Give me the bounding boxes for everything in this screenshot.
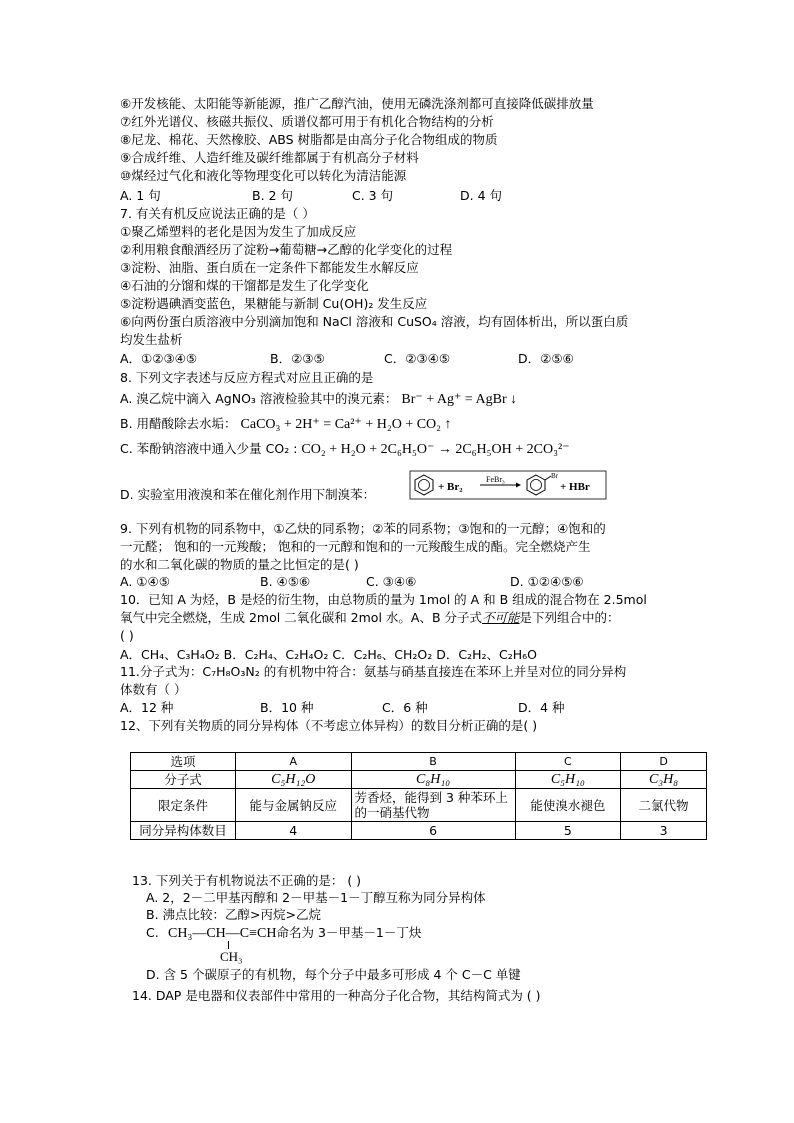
- q13-option-b[interactable]: B. 沸点比较：乙醇>丙烷>乙烷: [146, 907, 321, 922]
- table-header-cell: D: [621, 753, 707, 771]
- q14-stem: 14. DAP 是电器和仪表部件中常用的一种高分子化合物，其结构简式为 ( ): [132, 988, 541, 1003]
- q7-option-b[interactable]: B．②③⑤: [270, 351, 325, 366]
- branch-methyl: CH₃: [220, 949, 243, 964]
- table-cell: C₈H₁₀: [351, 771, 515, 789]
- q7-item-6: ⑥向两份蛋白质溶液中分别滴加饱和 NaCl 溶液和 CuSO₄ 溶液，均有固体析出，所以蛋白质: [120, 314, 629, 329]
- table-cell: 4: [236, 822, 352, 840]
- q7-item-3: ③淀粉、油脂、蛋白质在一定条件下都能发生水解反应: [120, 260, 419, 275]
- structural-formula-main: CH₃—CH—C≡CH: [168, 926, 277, 941]
- table-header-cell: C: [515, 753, 621, 771]
- q10-line-2-text: 氧气中完全燃烧，生成 2mol 二氧化碳和 2mol 水。A、B 分子式: [120, 610, 482, 625]
- q7-item-5: ⑤淀粉遇碘酒变蓝色，果糖能与新制 Cu(OH)₂ 发生反应: [120, 296, 428, 311]
- q6-option-b[interactable]: B. 2 句: [252, 188, 293, 203]
- q13-option-c-label[interactable]: C.: [146, 925, 159, 940]
- q8-stem: 8. 下列文字表述与反应方程式对应且正确的是: [120, 370, 374, 385]
- table-cell: C₃H₈: [621, 771, 707, 789]
- table-header-cell: B: [351, 753, 515, 771]
- product-label: + HBr: [560, 481, 590, 493]
- q9-option-a[interactable]: A. ①④⑤: [120, 574, 170, 589]
- table-header-cell: 选项: [131, 753, 236, 771]
- q13-option-a[interactable]: A. 2，2－二甲基丙醇和 2－甲基－1－丁醇互称为同分异构体: [146, 890, 486, 905]
- q7-item-2: ②利用粮食酿酒经历了淀粉→葡萄糖→乙醇的化学变化的过程: [120, 242, 453, 257]
- q9-option-d[interactable]: D. ①②④⑤⑥: [510, 574, 584, 589]
- branch-bond: [228, 941, 229, 949]
- q9-line-2: 一元醛； 饱和的一元羧酸； 饱和的一元醇和饱和的一元羧酸生成的酯。完全燃烧产生: [120, 539, 591, 554]
- q10-options[interactable]: A．CH₄、C₃H₄O₂ B．C₂H₄、C₂H₄O₂ C．C₂H₆、CH₂O₂ D．C₂H₂、C₂H₆O: [120, 647, 537, 662]
- q13-stem: 13. 下列关于有机物说法不正确的是： ( ): [132, 873, 362, 888]
- q7-item-6-cont: 均发生盐析: [120, 332, 183, 347]
- table-cell: 3: [621, 822, 707, 840]
- q8-option-a[interactable]: [120, 391, 517, 408]
- statement-7: ⑦红外光谱仪、核磁共振仪、质谱仪都可用于有机化合物结构的分析: [120, 114, 494, 129]
- statement-6: ⑥开发核能、太阳能等新能源，推广乙醇汽油，使用无磷洗涤剂都可直接降低碳排放量: [120, 96, 594, 111]
- table-row: [131, 789, 707, 822]
- q9-line-1: 9. 下列有机物的同系物中，①乙炔的同系物；②苯的同系物；③饱和的一元醇；④饱和的: [120, 521, 606, 536]
- table-cell: C₅H₁₂O: [236, 771, 352, 789]
- q8-b-text: B. 用醋酸除去水垢：: [120, 416, 237, 431]
- q11-option-d[interactable]: D．4 种: [518, 700, 565, 715]
- catalyst-label: FeBr₃: [486, 475, 505, 484]
- bromobenzene-ring-icon: [527, 475, 551, 495]
- q9-option-c[interactable]: C. ③④⑥: [366, 574, 417, 589]
- q11-line-2: 体数有（ ）: [120, 682, 187, 697]
- table-cell: 二氯代物: [621, 789, 707, 822]
- q11-option-a[interactable]: A．12 种: [120, 700, 174, 715]
- q10-line-1: 10．已知 A 为烃，B 是烃的衍生物，由总物质的量为 1mol 的 A 和 B 组成的混合物在 2.5mol: [120, 592, 647, 607]
- table-cell: C₅H₁₀: [515, 771, 621, 789]
- q13-structural-formula: [168, 925, 422, 964]
- q11-option-b[interactable]: B．10 种: [260, 700, 314, 715]
- q8-c-text: C. 苯酚钠溶液中通入少量 CO₂ :: [120, 441, 298, 456]
- benzene-ring-icon: [415, 475, 433, 495]
- q11-option-c[interactable]: C．6 种: [382, 700, 428, 715]
- table-cell: 能使溴水褪色: [515, 789, 621, 822]
- q8-a-text: A. 溴乙烷中滴入 AgNO₃ 溶液检验其中的溴元素：: [120, 391, 398, 406]
- q8-a-equation: Br⁻ + Ag⁺ = AgBr ↓: [401, 392, 518, 407]
- q7-option-a[interactable]: A．①②③④⑤: [120, 351, 198, 366]
- q7-option-c[interactable]: C．②③④⑤: [384, 351, 451, 366]
- q6-option-d[interactable]: D. 4 句: [460, 188, 502, 203]
- q7-item-4: ④石油的分馏和煤的干馏都是发生了化学变化: [120, 278, 369, 293]
- table-header-cell: A: [236, 753, 352, 771]
- bromination-reaction-diagram: [408, 470, 608, 500]
- table-cell: 能与金属钠反应: [236, 789, 352, 822]
- q8-option-c[interactable]: [120, 441, 570, 458]
- q7-stem: 7. 有关有机反应说法正确的是（ ）: [120, 206, 315, 221]
- q7-option-d[interactable]: D．②⑤⑥: [518, 351, 574, 366]
- table-header-row: [131, 753, 707, 771]
- q7-item-1: ①聚乙烯塑料的老化是因为发生了加成反应: [120, 224, 357, 239]
- q8-option-d[interactable]: D. 实验室用液溴和苯在催化剂作用下制溴苯：: [120, 487, 376, 502]
- q10-line-3: ( ): [120, 628, 134, 643]
- table-cell: 6: [351, 822, 515, 840]
- statement-8: ⑧尼龙、棉花、天然橡胶、ABS 树脂都是由高分子化合物组成的物质: [120, 132, 498, 147]
- q8-option-b[interactable]: [120, 416, 452, 433]
- statement-10: ⑩煤经过气化和液化等物理变化可以转化为清洁能源: [120, 168, 407, 183]
- table-cell: 同分异构体数目: [131, 822, 236, 840]
- q8-b-equation: CaCO₃ + 2H⁺ = Ca²⁺ + H₂O + CO₂ ↑: [240, 417, 452, 432]
- table-row: [131, 771, 707, 789]
- q13-option-d[interactable]: D. 含 5 个碳原子的有机物，每个分子中最多可形成 4 个 C－C 单键: [146, 967, 521, 982]
- bromine-substituent-label: Br: [551, 472, 558, 480]
- q6-option-c[interactable]: C. 3 句: [352, 188, 394, 203]
- statement-9: ⑨合成纤维、人造纤维及碳纤维都属于有机高分子材料: [120, 150, 419, 165]
- q9-option-b[interactable]: B. ④⑤⑥: [260, 574, 311, 589]
- q10-emphasis: 不可能: [482, 610, 520, 625]
- q6-option-a[interactable]: A. 1 句: [120, 188, 161, 203]
- reagent-label: + Br₂: [438, 481, 463, 493]
- q13-option-c-text: 命名为 3－甲基－1－丁炔: [276, 925, 422, 940]
- q12-stem: 12、下列有关物质的同分异构体（不考虑立体异构）的数目分析正确的是( ): [120, 718, 538, 733]
- q11-line-1: 11.分子式为：C₇H₈O₃N₂ 的有机物中符合：氨基与硝基直接连在苯环上并呈对位的同分异构: [120, 664, 627, 679]
- q8-c-equation: CO₂ + H₂O + 2C₆H₅O⁻ → 2C₆H₅OH + 2CO₃²⁻: [301, 442, 570, 457]
- table-cell: 分子式: [131, 771, 236, 789]
- q9-line-3: 的水和二氧化碳的物质的量之比恒定的是( ): [120, 557, 359, 572]
- table-cell: 芳香烃，能得到 3 种苯环上的一硝基代物: [351, 789, 515, 822]
- q10-line-2: [120, 610, 620, 626]
- isomer-table: [130, 752, 707, 840]
- table-cell: 5: [515, 822, 621, 840]
- q10-line-2-tail: 是下列组合中的：: [519, 610, 620, 625]
- table-cell: 限定条件: [131, 789, 236, 822]
- table-row: [131, 822, 707, 840]
